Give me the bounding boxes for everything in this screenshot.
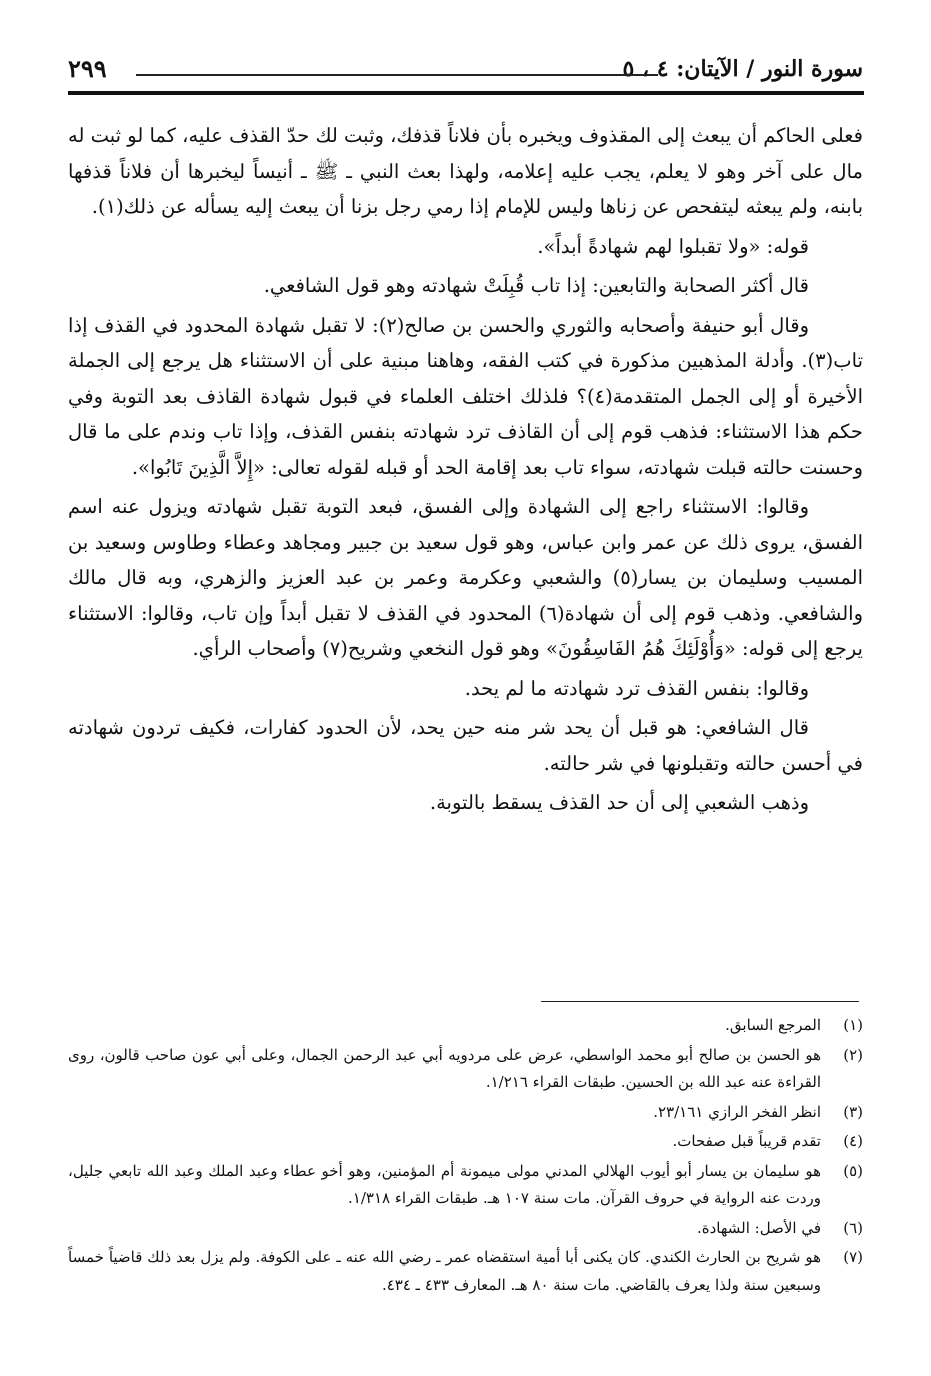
running-header: [68, 50, 863, 90]
footnote: [68, 1244, 863, 1299]
footnote-number: (٣): [843, 1102, 863, 1121]
footnote-number: (٧): [843, 1248, 863, 1266]
page-number: ٢٩٩: [68, 54, 107, 83]
footnote-separator: [541, 1001, 859, 1002]
footnote-number: (١): [843, 1016, 863, 1034]
footnote-number: (٦): [843, 1218, 863, 1237]
footnote-number: (٤): [843, 1132, 863, 1150]
header-title: سورة النور / الآيتان: ٤ ، ٥: [622, 56, 863, 82]
paragraph: قال أكثر الصحابة والتابعين: إذا تاب قُبِلَتْ شهادته وهو قول الشافعي.: [263, 274, 809, 297]
footnote: [68, 1215, 863, 1243]
footnote-number: (٢): [843, 1045, 863, 1064]
paragraph: وقالوا: الاستثناء راجع إلى الشهادة وإلى الفسق، فبعد التوبة تقبل شهادته ويزول عنه اسم الفسق، يروى ذلك عن عمر وابن عباس، وهو قول سعيد بن جبير ومجاهد وعطاء وطاوس وسعيد بن المسيب وسليمان بن يسار(٥) والشعبي وعكرمة وعمر بن عبد العزيز والزهري، وبه قال مالك والشافعي. وذهب قوم إلى أن شهادة(٦) المحدود في القذف لا تقبل أبداً وإن تاب، وقالوا: الاستثناء يرجع إلى قوله: «وَأُوْلَئِكَ هُمُ الفَاسِقُونَ» وهو قول النخعي وشريح(٧) وأصحاب الرأي.: [68, 495, 863, 660]
footnote: [68, 1158, 863, 1213]
footnote-number: (٥): [843, 1161, 863, 1180]
footnote-text: هو الحسن بن صالح أبو محمد الواسطي، عرض على مردويه أبي عبد الرحمن الجمال، وعلى أبي عون صاحب قالون، روى القراءة عنه عبد الله بن الحسين. طبقات القراء ١/٢١٦.: [68, 1045, 821, 1091]
paragraph: قال الشافعي: هو قبل أن يحد شر منه حين يحد، لأن الحدود كفارات، فكيف تردون شهادته في أحسن حالته وتقبلونها في شر حالته.: [68, 716, 863, 775]
footnote-text: المرجع السابق.: [725, 1016, 821, 1034]
footnote-text: هو سليمان بن يسار أبو أيوب الهلالي المدني مولى ميمونة أم المؤمنين، وهو أخو عطاء وعبد الملك وعبد الله تابعي جليل، وردت عنه الرواية في حروف القرآن. مات سنة ١٠٧ هـ. طبقات القراء ١/٣١٨.: [68, 1161, 821, 1207]
footnote: [68, 1099, 863, 1127]
paragraph: وذهب الشعبي إلى أن حد القذف يسقط بالتوبة.: [429, 791, 809, 814]
footnote: [68, 1012, 863, 1040]
paragraph: وقال أبو حنيفة وأصحابه والثوري والحسن بن صالح(٢): لا تقبل شهادة المحدود في القذف إذا تاب(٣). وأدلة المذهبين مذكورة في كتب الفقه، وهاهنا مبنية على أن الاستثناء هل يرجع إلى الجملة الأخيرة أو إلى الجمل المتقدمة(٤)؟ فلذلك اختلف العلماء في قبول شهادة القاذف بعد التوبة وفي حكم هذا الاستثناء: فذهب قوم إلى أن القاذف ترد شهادته بنفس القذف، وإذا تاب وندم على ما قال وحسنت حالته قبلت شهادته، سواء تاب بعد إقامة الحد أو قبله لقوله تعالى: «إِلاَّ الَّذِينَ تَابُوا».: [68, 313, 864, 479]
paragraph: قوله: «ولا تقبلوا لهم شهادةً أبداً».: [537, 234, 809, 258]
paragraph: فعلى الحاكم أن يبعث إلى المقذوف ويخبره بأن فلاناً قذفك، وثبت لك حدّ القذف عليه، كما لو ثبت له مال على آخر وهو لا يعلم، يجب عليه إعلامه، ولهذا بعث النبي ـ ﷺ ـ أنيساً ليخبرها أن فلاناً قذفها بابنه، ولم يبعثه ليتفحص عن زناها وليس للإمام إذا رمي رجل بزنا أن يبعث إليه يسأله عن ذلك(١).: [68, 124, 863, 218]
footnote-text: انظر الفخر الرازي ٢٣/١٦١.: [653, 1102, 821, 1121]
paragraph: وقالوا: بنفس القذف ترد شهادته ما لم يحد.: [464, 676, 809, 700]
footnotes: [68, 1012, 863, 1301]
footnote-text: في الأصل: الشهادة.: [697, 1218, 821, 1237]
header-rule: [68, 91, 864, 95]
header-dash-line: [136, 74, 658, 76]
footnote-text: تقدم قريباً قبل صفحات.: [672, 1132, 821, 1150]
footnote: [68, 1128, 863, 1156]
main-text: [68, 118, 863, 825]
footnote-text: هو شريح بن الحارث الكندي. كان يكنى أبا أمية استقضاه عمر ـ رضي الله عنه ـ على الكوفة. ولم يزل بعد ذلك قاضياً خمساً وسبعين سنة ولذا يعرف بالقاضي. مات سنة ٨٠ هـ. المعارف ٤٣٣ ـ ٤٣٤.: [68, 1248, 821, 1294]
footnote: [68, 1042, 863, 1097]
